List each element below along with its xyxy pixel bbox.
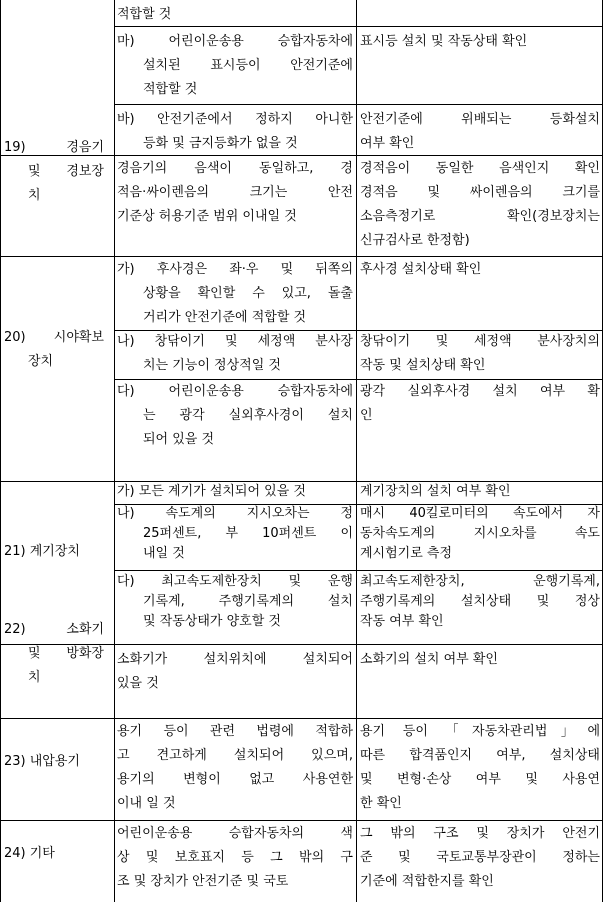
criteria-text: 다) 최고속도제한장치 및 운행	[117, 574, 353, 589]
criteria-text: 치는 기능이 정상적일 것	[143, 358, 281, 373]
column-divider-2	[356, 0, 357, 902]
category-label: 장치	[28, 354, 54, 369]
category-label: 23) 내압용기	[4, 754, 80, 769]
criteria-text: 적음·싸이렌음의 크기는 안전	[117, 185, 353, 200]
method-text: 후사경 설치상태 확인	[360, 262, 482, 277]
method-text: 창닦이기 및 세정액 분사장치의	[360, 334, 600, 349]
row-divider	[0, 820, 603, 821]
method-text: 소음측정기로 확인(경보장치는	[360, 209, 600, 224]
method-text: 매시 40킬로미터의 속도에서 자	[360, 506, 600, 521]
table-border-left	[0, 0, 1, 902]
row-divider	[114, 570, 603, 571]
criteria-text: 설치된 표시등이 안전기준에	[143, 58, 353, 73]
category-label: 및 경보장	[28, 164, 104, 179]
criteria-text: 나) 속도계의 지시오차는 정	[117, 506, 353, 521]
method-text: 계기장치의 설치 여부 확인	[360, 484, 511, 499]
method-text: 여부 확인	[360, 136, 415, 151]
method-text: 그 밖의 구조 및 장치가 안전기	[360, 826, 600, 841]
row-divider	[0, 718, 603, 719]
criteria-text: 내일 것	[143, 546, 185, 561]
criteria-text: 가) 후사경은 좌·우 및 뒤쪽의	[117, 262, 353, 277]
criteria-text: 적합할 것	[117, 7, 172, 22]
criteria-text: 용기 등이 관련 법령에 적합하	[117, 724, 353, 739]
method-text: 한 확인	[360, 796, 402, 811]
criteria-text: 어린이운송용 승합자동차의 색	[117, 826, 353, 841]
category-label: 21) 계기장치	[4, 544, 80, 559]
criteria-text: 바) 안전기준에서 정하지 아니한	[117, 112, 353, 127]
criteria-text: 마) 어린이운송용 승합자동차에	[117, 34, 353, 49]
method-text: 작동 여부 확인	[360, 614, 444, 629]
category-label: 20) 시야확보	[4, 330, 104, 345]
category-label: 19) 경음기	[4, 140, 104, 155]
method-text: 및 변형·손상 여부 및 사용연	[360, 772, 600, 787]
criteria-text: 적합할 것	[143, 82, 198, 97]
category-label: 22) 소화기	[4, 622, 104, 637]
criteria-text: 조 및 장치가 안전기준 및 국토	[117, 874, 289, 889]
method-text: 용기 등이 「자동차관리법」에	[360, 724, 600, 739]
criteria-text: 및 작동상태가 양호할 것	[143, 614, 281, 629]
criteria-text: 25퍼센트, 부 10퍼센트 이	[143, 526, 353, 541]
method-text: 작동 및 설치상태 확인	[360, 358, 486, 373]
category-label: 및 방화장	[28, 646, 104, 661]
criteria-text: 기록계, 주행기록계의 설치	[143, 594, 353, 609]
criteria-text: 상 및 보호표지 등 그 밖의 구	[117, 850, 353, 865]
method-text: 동차속도계의 지시오차를 속도	[360, 526, 600, 541]
criteria-text: 등화 및 금지등화가 없을 것	[143, 136, 298, 151]
method-text: 소화기의 설치 여부 확인	[360, 652, 498, 667]
criteria-text: 다) 어린이운송용 승합자동차에	[117, 384, 353, 399]
criteria-text: 거리가 안전기준에 적합할 것	[143, 310, 307, 325]
row-divider	[0, 256, 603, 257]
method-text: 광각 실외후사경 설치 여부 확	[360, 384, 600, 399]
method-text: 계시험기로 측정	[360, 546, 453, 561]
method-text: 인	[360, 408, 373, 423]
criteria-text: 상황을 확인할 수 있고, 돌출	[143, 286, 353, 301]
criteria-text: 는 광각 실외후사경이 설치	[143, 408, 353, 423]
method-text: 주행기록계의 설치상태 및 정상	[360, 594, 600, 609]
row-divider	[114, 104, 603, 105]
method-text: 준 및 국토교통부장관이 정하는	[360, 850, 600, 865]
criteria-text: 되어 있을 것	[143, 432, 215, 447]
criteria-text: 이내 일 것	[117, 796, 176, 811]
criteria-text: 용기의 변형이 없고 사용연한	[117, 772, 353, 787]
category-label: 치	[28, 188, 41, 203]
method-text: 안전기준에 위배되는 등화설치	[360, 112, 600, 127]
criteria-text: 가) 모든 계기가 설치되어 있을 것	[117, 484, 306, 499]
criteria-text: 소화기가 설치위치에 설치되어	[117, 652, 353, 667]
criteria-text: 나) 창닦이기 및 세정액 분사장	[117, 334, 353, 349]
method-text: 표시등 설치 및 작동상태 확인	[360, 34, 528, 49]
criteria-text: 경음기의 음색이 동일하고, 경	[117, 161, 353, 176]
method-text: 경적음이 동일한 음색인지 확인	[360, 161, 600, 176]
criteria-text: 기준상 허용기준 범위 이내일 것	[117, 209, 297, 224]
criteria-text: 있을 것	[117, 676, 159, 691]
category-label: 24) 기타	[4, 846, 55, 861]
method-text: 최고속도제한장치, 운행기록계,	[360, 574, 600, 589]
criteria-text: 고 견고하게 설치되어 있으며,	[117, 748, 353, 763]
column-divider-1	[114, 0, 115, 902]
category-label: 치	[28, 670, 41, 685]
method-text: 따른 합격품인지 여부, 설치상태	[360, 748, 600, 763]
table-border-right	[602, 0, 603, 902]
method-text: 경적음 및 싸이렌음의 크기를	[360, 185, 600, 200]
method-text: 기준에 적합한지를 확인	[360, 874, 494, 889]
method-text: 신규검사로 한정함)	[360, 233, 470, 248]
